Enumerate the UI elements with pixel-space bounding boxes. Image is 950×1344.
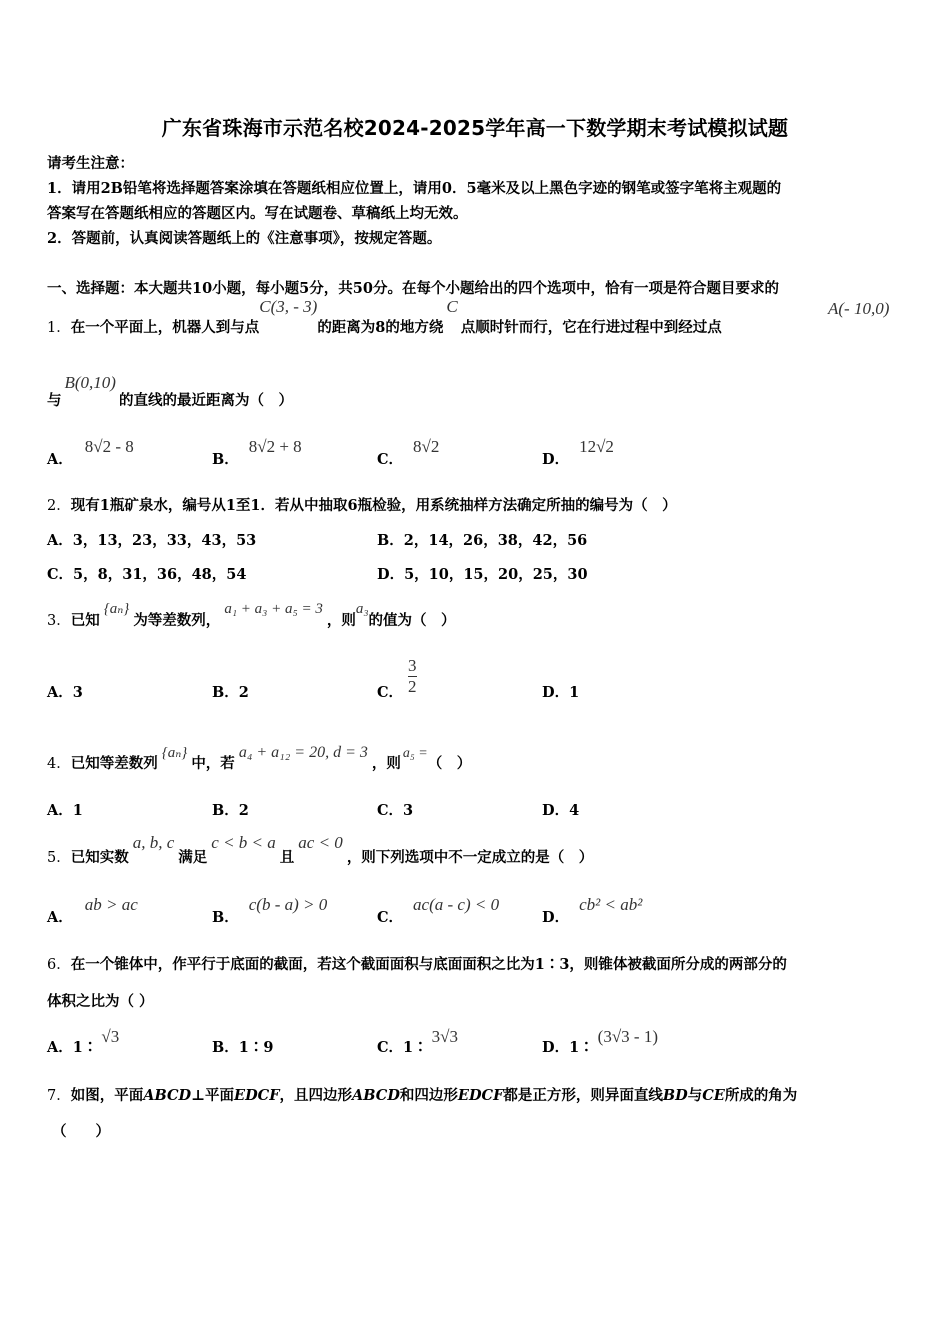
- plane-abcd: ABCD: [143, 1087, 192, 1104]
- question-7-answer-blank[interactable]: （ ）: [52, 1123, 110, 1140]
- question-text: （ ）: [427, 755, 472, 772]
- option-label: B．: [212, 684, 239, 701]
- option-label: A．: [47, 684, 73, 701]
- question-1-line-2: [47, 372, 293, 409]
- option-value: √3: [101, 1027, 120, 1046]
- question-4: [47, 741, 472, 772]
- option-value: 8√2: [413, 437, 440, 456]
- line-bd: BD: [662, 1087, 688, 1104]
- option-value: 5，8，31，36，48，54: [73, 566, 247, 583]
- question-6-option-a[interactable]: [47, 1026, 120, 1056]
- question-number: 1．: [47, 320, 71, 336]
- question-number: 5．: [47, 850, 71, 866]
- option-label: B．: [377, 532, 404, 549]
- question-1-option-b[interactable]: [212, 436, 302, 468]
- fraction-denominator: 2: [408, 677, 417, 696]
- option-value: 3，13，23，33，43，53: [72, 532, 257, 549]
- question-text: 且: [279, 849, 295, 866]
- question-3-option-d[interactable]: [542, 681, 579, 702]
- option-label: C．: [377, 909, 404, 926]
- option-label: A．: [47, 451, 73, 468]
- question-text: 都是正方形，则异面直线: [503, 1087, 663, 1104]
- math-inequality-2: ac < 0: [298, 833, 343, 852]
- notice-item-1-line-2: 答案写在答题纸相应的答题区内。写在试题卷、草稿纸上均无效。: [47, 205, 468, 222]
- option-value: (3√3 - 1): [597, 1027, 658, 1046]
- question-number: 3．: [47, 613, 71, 629]
- question-5: [47, 832, 594, 866]
- option-prefix: 1∶: [403, 1039, 428, 1056]
- question-text: ，则: [371, 755, 401, 772]
- option-label: B．: [212, 802, 239, 819]
- option-label: D．: [542, 909, 570, 926]
- math-point-b: B(0,10): [64, 373, 116, 392]
- question-number: 7．: [47, 1088, 71, 1104]
- question-3: [47, 597, 456, 629]
- line-ce: CE: [702, 1087, 725, 1104]
- question-text: 现有1瓶矿泉水，编号从1至1．若从中抽取6瓶检验，用系统抽样方法确定所抽的编号为（ ）: [70, 497, 677, 514]
- option-label: A．: [47, 532, 73, 549]
- question-5-option-c[interactable]: [377, 894, 500, 926]
- question-1-option-a[interactable]: [47, 436, 134, 468]
- question-text: 的值为（ ）: [368, 612, 456, 629]
- option-label: D．: [377, 566, 405, 583]
- option-value: 4: [569, 802, 580, 819]
- option-value: 2: [238, 684, 249, 701]
- question-4-option-d[interactable]: [542, 799, 579, 820]
- question-1-line-1: [47, 296, 722, 336]
- question-text: ，则: [326, 612, 356, 629]
- math-condition: a₄ + a₁₂ = 20, d = 3: [238, 744, 368, 761]
- question-text: 和四边形: [399, 1087, 458, 1104]
- option-label: A．: [47, 909, 73, 926]
- notice-item-2: 2．答题前，认真阅读答题纸上的《注意事项》，按规定答题。: [47, 230, 442, 247]
- option-prefix: 1∶: [569, 1039, 594, 1056]
- question-4-option-c[interactable]: [377, 799, 413, 820]
- question-2-option-b[interactable]: [377, 529, 587, 550]
- question-5-option-a[interactable]: [47, 894, 138, 926]
- option-value: cb² < ab²: [579, 895, 643, 914]
- question-2: [47, 494, 677, 515]
- plane-edcf: EDCF: [234, 1087, 280, 1104]
- option-value: 2: [238, 802, 249, 819]
- question-4-option-a[interactable]: [47, 799, 83, 820]
- option-label: A．: [47, 1039, 73, 1056]
- question-5-option-b[interactable]: [212, 894, 328, 926]
- question-text: 的距离为8的地方绕: [317, 319, 444, 336]
- question-7-line-1: [47, 1084, 797, 1105]
- notice-heading: 请考生注意：: [47, 155, 134, 172]
- question-text: 与: [47, 392, 62, 409]
- question-text: 为等差数列，: [133, 612, 221, 629]
- question-text: 已知: [70, 612, 100, 629]
- math-a5: a₅ =: [402, 746, 428, 761]
- option-value: 8√2 - 8: [84, 437, 134, 456]
- option-value: 3√3: [431, 1027, 458, 1046]
- option-label: A．: [47, 802, 73, 819]
- question-text: 与: [687, 1087, 703, 1104]
- option-value: 1: [72, 802, 83, 819]
- question-text: 已知等差数列: [70, 755, 158, 772]
- math-c: C: [446, 297, 458, 316]
- option-value: 5，10，15，20，25，30: [404, 566, 588, 583]
- option-value: ac(a - c) < 0: [413, 895, 500, 914]
- option-label: C．: [377, 1039, 404, 1056]
- question-text: 满足: [178, 849, 208, 866]
- question-text: 点顺时针而行，它在行进过程中到经过点: [460, 319, 722, 336]
- question-text: ，则下列选项中不一定成立的是（ ）: [346, 849, 594, 866]
- option-label: D．: [542, 802, 570, 819]
- question-text: 中，若: [191, 755, 235, 772]
- option-label: B．: [212, 451, 239, 468]
- notice-item-1-line-1: 1．请用2B铅笔将选择题答案涂填在答题纸相应位置上，请用0．5毫米及以上黑色字迹的钢笔或签字笔将主观题的: [47, 180, 782, 197]
- option-label: D．: [542, 1039, 570, 1056]
- math-point-a: A(- 10,0): [828, 299, 890, 318]
- question-6-option-c[interactable]: [377, 1026, 458, 1056]
- option-value: 2，14，26，38，42，56: [403, 532, 588, 549]
- page-title: 广东省珠海市示范名校2024-2025学年高一下数学期末考试模拟试题: [161, 116, 789, 140]
- question-text: 已知实数: [70, 849, 129, 866]
- question-5-option-d[interactable]: [542, 894, 643, 926]
- option-value: 3: [72, 684, 83, 701]
- question-6-option-b[interactable]: [212, 1026, 274, 1056]
- question-1-option-c[interactable]: [377, 436, 440, 468]
- question-6-line-2: 体积之比为（ ）: [47, 993, 154, 1010]
- question-text: ⊥平面: [191, 1087, 235, 1104]
- question-text: 如图，平面: [70, 1087, 144, 1104]
- option-label: C．: [47, 566, 74, 583]
- option-label: B．: [212, 909, 239, 926]
- math-inequality-1: c < b < a: [211, 833, 276, 852]
- question-4-option-b[interactable]: [212, 799, 249, 820]
- section-heading: 一、选择题：本大题共10小题，每小题5分，共50分。在每个小题给出的四个选项中，恰有一项是符合题目要求的: [47, 280, 779, 297]
- question-text: 所成的角为: [724, 1087, 798, 1104]
- option-prefix: 1∶9: [238, 1039, 274, 1056]
- question-number: 6．: [47, 957, 71, 973]
- option-value: ab > ac: [84, 895, 138, 914]
- math-vars: a, b, c: [132, 833, 175, 852]
- option-label: B．: [212, 1039, 239, 1056]
- question-2-option-a[interactable]: [47, 529, 256, 550]
- option-label: C．: [377, 802, 404, 819]
- question-3-option-b[interactable]: [212, 681, 249, 702]
- fraction-numerator: 3: [408, 656, 417, 675]
- question-2-option-c[interactable]: [47, 563, 246, 584]
- option-value: 3: [403, 802, 414, 819]
- option-value: c(b - a) > 0: [248, 895, 328, 914]
- option-label: C．: [377, 451, 404, 468]
- question-2-option-d[interactable]: [377, 563, 588, 584]
- question-text: 在一个锥体中，作平行于底面的截面，若这个截面面积与底面面积之比为1∶3，则锥体被截面所分成的两部分的: [70, 956, 787, 973]
- question-6-option-d[interactable]: [542, 1026, 658, 1056]
- math-point-c: C(3, - 3): [259, 297, 318, 316]
- question-3-option-a[interactable]: [47, 681, 83, 702]
- quad-abcd: ABCD: [352, 1087, 400, 1104]
- math-sequence: {aₙ}: [161, 745, 188, 761]
- question-number: 2．: [47, 498, 71, 514]
- question-text: ，且四边形: [279, 1087, 353, 1104]
- quad-edcf: EDCF: [457, 1087, 504, 1104]
- option-value: 12√2: [579, 437, 614, 456]
- option-value: 8√2 + 8: [248, 437, 302, 456]
- math-condition: a₁ + a₃ + a₅ = 3: [224, 601, 323, 617]
- question-text: 在一个平面上，机器人到与点: [70, 319, 260, 336]
- option-label: D．: [542, 684, 570, 701]
- question-3-option-c-label[interactable]: C．: [377, 684, 404, 701]
- math-a3: a₃: [355, 601, 369, 617]
- question-text: 的直线的最近距离为（ ）: [118, 392, 293, 409]
- question-6-line-1: [47, 953, 787, 974]
- question-1-option-d[interactable]: [542, 436, 614, 468]
- option-prefix: 1∶: [72, 1039, 98, 1056]
- option-label: D．: [542, 451, 570, 468]
- question-number: 4．: [47, 756, 71, 772]
- option-value: 1: [569, 684, 580, 701]
- question-3-option-c-fraction[interactable]: [408, 656, 417, 697]
- math-sequence: {aₙ}: [103, 601, 130, 617]
